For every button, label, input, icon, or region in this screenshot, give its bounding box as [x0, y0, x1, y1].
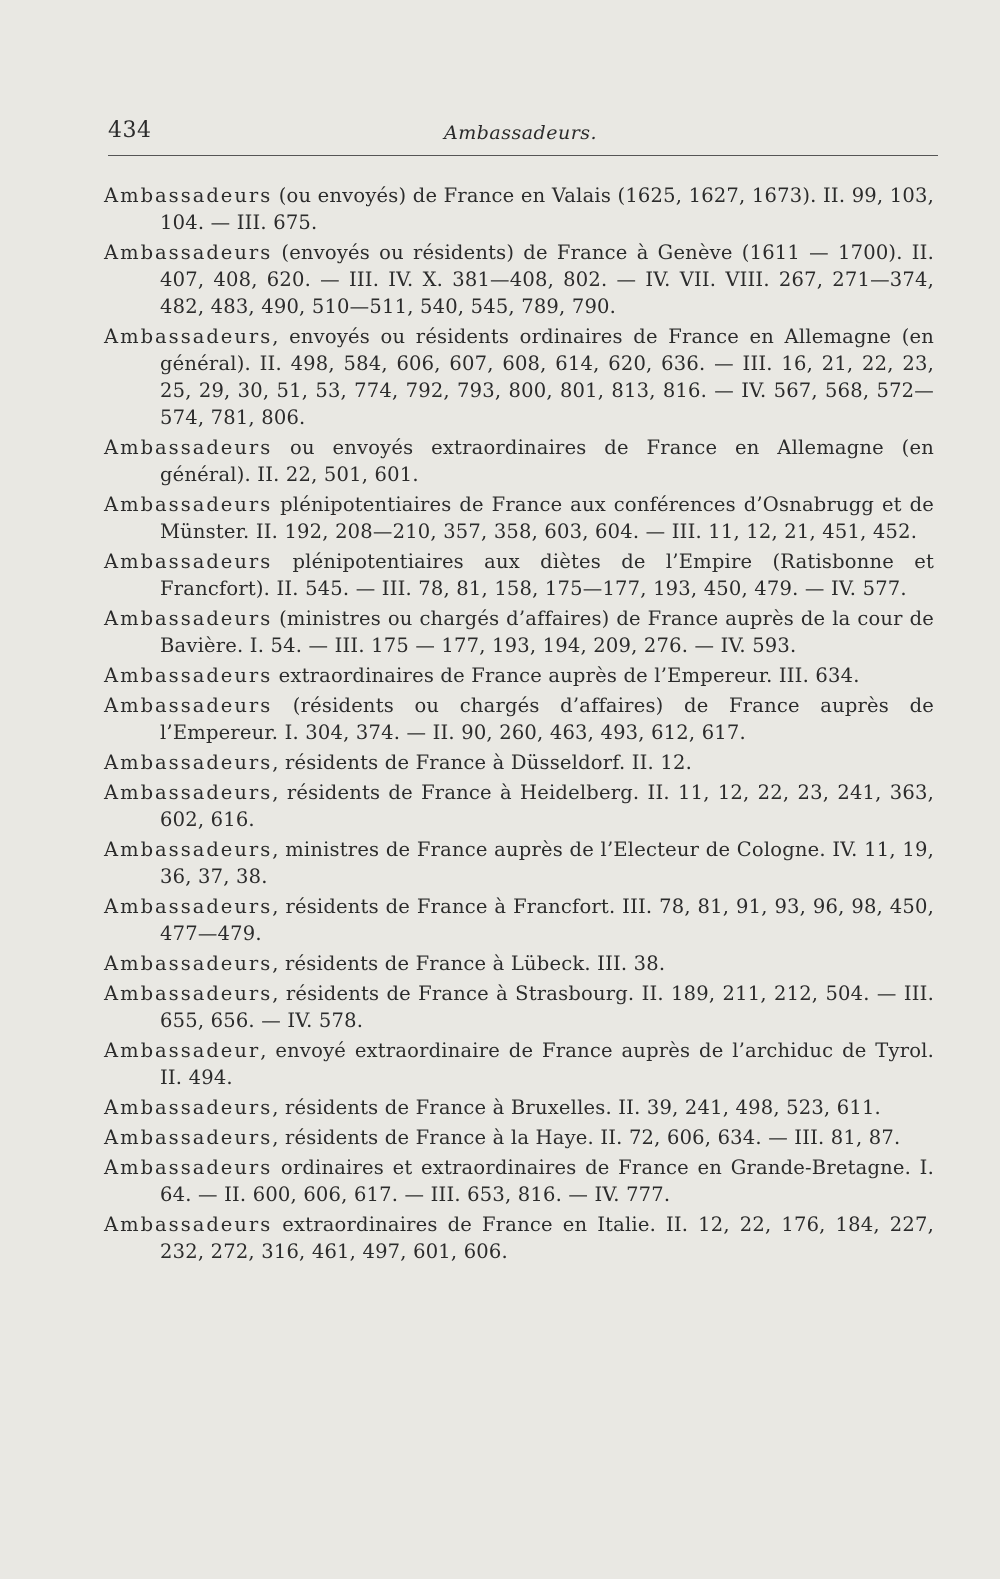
index-entry: [104, 548, 934, 602]
entry-head: Ambassadeurs: [104, 325, 273, 348]
entry-head: Ambassadeurs: [104, 607, 273, 630]
index-entry: [104, 605, 934, 659]
index-entry: [104, 1124, 934, 1151]
index-entry: [104, 182, 934, 236]
index-entry: [104, 749, 934, 776]
entry-text: ordinaires et extraordinaires de France en Grande-Bretagne. I. 64. — II. 600, 606, 617. — III. 653, 816. — IV. 777.: [160, 1156, 934, 1206]
page-header: [108, 118, 936, 158]
entry-text: plénipotentiaires de France aux conférences d’Osnabrugg et de Münster. II. 192, 208—210, 357, 358, 603, 604. — III. 11, 12, 21, 451, 452.: [160, 493, 934, 543]
entry-head: Ambassadeurs: [104, 664, 273, 687]
entry-text: (ou envoyés) de France en Valais (1625, 1627, 1673). II. 99, 103, 104. — III. 675.: [160, 184, 934, 234]
entry-head: Ambassadeurs: [104, 895, 273, 918]
entry-head: Ambassadeurs: [104, 838, 273, 861]
entry-text: , envoyé extraordinaire de France auprès de l’archiduc de Tyrol. II. 494.: [160, 1039, 934, 1089]
entry-text: (résidents ou chargés d’affaires) de France auprès de l’Empereur. I. 304, 374. — II. 90, 260, 463, 493, 612, 617.: [160, 694, 934, 744]
entry-head: Ambassadeurs: [104, 781, 273, 804]
index-entry: [104, 491, 934, 545]
entry-head: Ambassadeurs: [104, 1213, 273, 1236]
header-rule: [108, 155, 938, 156]
entry-head: Ambassadeurs: [104, 493, 273, 516]
entry-text: , résidents de France à Lübeck. III. 38.: [272, 952, 666, 975]
index-entry: [104, 1037, 934, 1091]
index-entry: [104, 950, 934, 977]
index-entry: [104, 779, 934, 833]
entry-head: Ambassadeurs: [104, 952, 273, 975]
entry-head: Ambassadeur: [104, 1039, 261, 1062]
entry-head: Ambassadeurs: [104, 1126, 273, 1149]
entry-text: , résidents de France à Heidelberg. II. 11, 12, 22, 23, 241, 363, 602, 616.: [160, 781, 934, 831]
entry-text: (ministres ou chargés d’affaires) de France auprès de la cour de Bavière. I. 54. — III. 175 — 177, 193, 194, 209, 276. — IV. 593.: [160, 607, 934, 657]
entry-text: (envoyés ou résidents) de France à Genève (1611 — 1700). II. 407, 408, 620. — III. IV. X. 381—408, 802. — IV. VII. VIII. 267, 271—374, 482, 483, 490, 510—511, 540, 545, 789, 790.: [160, 241, 934, 318]
entry-head: Ambassadeurs: [104, 751, 273, 774]
index-entry: [104, 323, 934, 431]
index-entry: [104, 893, 934, 947]
index-entry: [104, 836, 934, 890]
index-entry: [104, 662, 934, 689]
entry-head: Ambassadeurs: [104, 550, 273, 573]
page-number: 434: [108, 118, 152, 143]
entry-text: , résidents de France à Bruxelles. II. 39, 241, 498, 523, 611.: [272, 1096, 881, 1119]
index-entries: [104, 182, 934, 1268]
entry-text: plénipotentiaires aux diètes de l’Empire (Ratisbonne et Francfort). II. 545. — III. 78, 81, 158, 175—177, 193, 450, 479. — IV. 577.: [160, 550, 934, 600]
index-entry: [104, 692, 934, 746]
entry-text: , ministres de France auprès de l’Electeur de Cologne. IV. 11, 19, 36, 37, 38.: [160, 838, 934, 888]
entry-text: extraordinaires de France auprès de l’Empereur. III. 634.: [272, 664, 860, 687]
index-entry: [104, 1211, 934, 1265]
entry-text: ou envoyés extraordinaires de France en Allemagne (en général). II. 22, 501, 601.: [160, 436, 934, 486]
entry-text: , envoyés ou résidents ordinaires de France en Allemagne (en général). II. 498, 584, 606, 607, 608, 614, 620, 636. — III. 16, 21, 22, 23, 25, 29, 30, 51, 53, 774, 792, 793, 800, 801, 813, 816. — IV. 567, 568, 572—574, 781, 806.: [160, 325, 934, 429]
entry-text: , résidents de France à Francfort. III. 78, 81, 91, 93, 96, 98, 450, 477—479.: [160, 895, 934, 945]
index-entry: [104, 1094, 934, 1121]
index-entry: [104, 434, 934, 488]
entry-head: Ambassadeurs: [104, 694, 273, 717]
entry-head: Ambassadeurs: [104, 241, 273, 264]
entry-head: Ambassadeurs: [104, 1096, 273, 1119]
entry-head: Ambassadeurs: [104, 184, 273, 207]
index-entry: [104, 980, 934, 1034]
running-title: Ambassadeurs.: [444, 122, 598, 144]
index-entry: [104, 239, 934, 320]
entry-text: , résidents de France à Strasbourg. II. 189, 211, 212, 504. — III. 655, 656. — IV. 578.: [160, 982, 934, 1032]
index-entry: [104, 1154, 934, 1208]
entry-text: extraordinaires de France en Italie. II. 12, 22, 176, 184, 227, 232, 272, 316, 461, 497, 601, 606.: [160, 1213, 934, 1263]
entry-head: Ambassadeurs: [104, 436, 273, 459]
entry-head: Ambassadeurs: [104, 1156, 273, 1179]
entry-text: , résidents de France à la Haye. II. 72, 606, 634. — III. 81, 87.: [272, 1126, 901, 1149]
entry-text: , résidents de France à Düsseldorf. II. 12.: [272, 751, 692, 774]
entry-head: Ambassadeurs: [104, 982, 273, 1005]
